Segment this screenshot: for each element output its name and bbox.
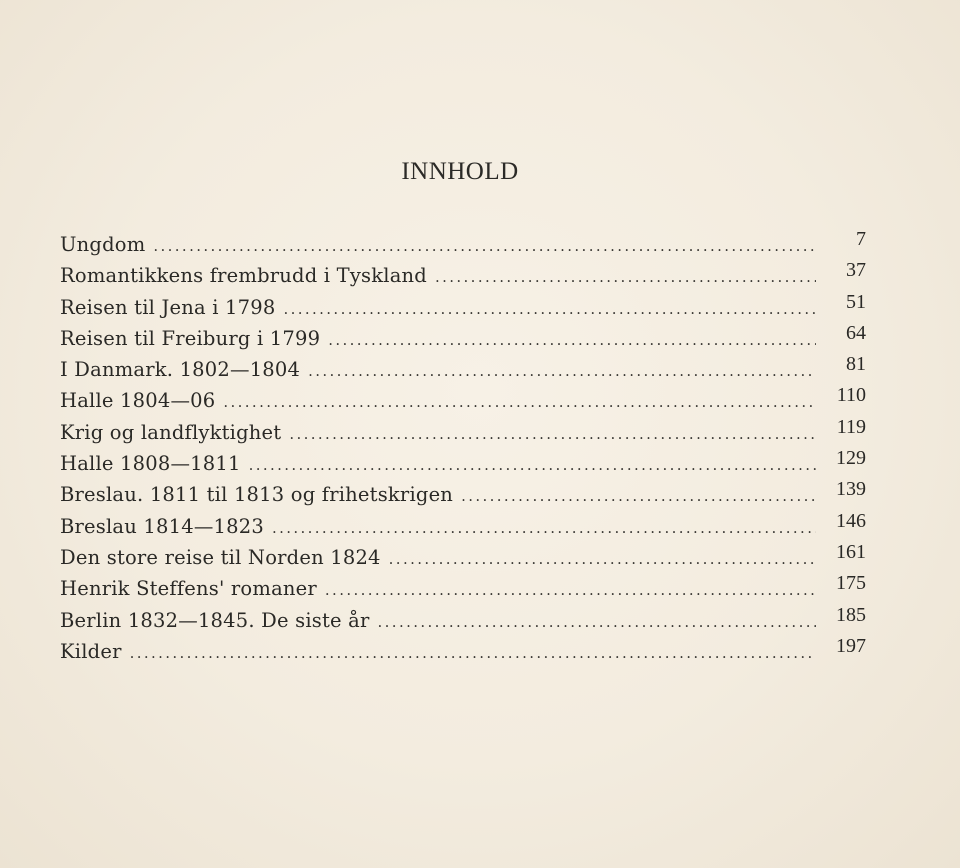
toc-entry-page: 7	[856, 228, 866, 250]
toc-entry-title: Ungdom	[60, 233, 146, 256]
dot-leader	[283, 294, 816, 325]
dot-leader	[328, 325, 816, 356]
toc-entry-title: I Danmark. 1802—1804	[60, 358, 301, 382]
toc-entry-page: 110	[836, 384, 866, 407]
toc-entry-title: Reisen til Freiburg i 1799	[60, 326, 321, 350]
dot-leader	[153, 231, 816, 262]
toc-entry-page: 37	[846, 259, 866, 282]
toc-entry-page: 185	[836, 603, 866, 626]
toc-entry-title: Halle 1804—06	[60, 389, 216, 413]
toc-entry-title: Kilder	[60, 639, 122, 663]
toc-entry	[60, 385, 866, 416]
toc-entry	[60, 542, 866, 573]
dot-leader	[223, 387, 816, 418]
toc-entry	[60, 417, 866, 448]
toc-entry	[60, 229, 866, 260]
dot-leader	[378, 607, 816, 638]
toc-entry-page: 146	[836, 509, 866, 532]
dot-leader	[461, 481, 816, 512]
dot-leader	[272, 513, 816, 544]
toc-entry	[60, 573, 866, 604]
toc-entry	[60, 354, 866, 385]
dot-leader	[130, 638, 816, 669]
toc-entry-title: Krig og landflyktighet	[60, 420, 282, 444]
dot-leader	[308, 356, 816, 387]
toc-entry-page: 139	[836, 478, 866, 501]
toc-entry-page: 129	[836, 447, 866, 470]
table-of-contents	[60, 229, 866, 667]
dot-leader	[389, 544, 816, 575]
toc-entry-title: Reisen til Jena i 1798	[60, 295, 276, 319]
dot-leader	[435, 262, 816, 293]
dot-leader	[249, 450, 816, 481]
toc-entry-page: 51	[846, 290, 866, 313]
toc-entry-page: 175	[836, 572, 866, 595]
toc-entry-title: Berlin 1832—1845. De siste år	[60, 608, 370, 632]
toc-entry-page: 197	[836, 634, 866, 657]
toc-entry-title: Halle 1808—1811	[60, 452, 241, 476]
toc-entry-page: 161	[836, 540, 866, 563]
toc-entry	[60, 511, 866, 542]
toc-entry	[60, 292, 866, 323]
toc-entry	[60, 323, 866, 354]
dot-leader	[325, 575, 816, 606]
toc-entry-page: 64	[846, 321, 866, 344]
toc-entry-title: Romantikkens frembrudd i Tyskland	[60, 264, 427, 288]
toc-entry-title: Breslau 1814—1823	[60, 514, 264, 538]
toc-entry	[60, 448, 866, 479]
toc-entry-title: Henrik Steffens' romaner	[60, 577, 317, 601]
toc-entry-title: Breslau. 1811 til 1813 og frihetskrigen	[60, 483, 454, 507]
page-title: INNHOLD	[401, 158, 519, 185]
dot-leader	[289, 419, 816, 450]
toc-entry	[60, 479, 866, 510]
toc-entry	[60, 605, 866, 636]
toc-entry	[60, 636, 866, 667]
toc-entry-title: Den store reise til Norden 1824	[60, 545, 381, 569]
toc-entry	[60, 260, 866, 291]
toc-entry-page: 81	[846, 353, 866, 376]
toc-entry-page: 119	[836, 415, 866, 438]
